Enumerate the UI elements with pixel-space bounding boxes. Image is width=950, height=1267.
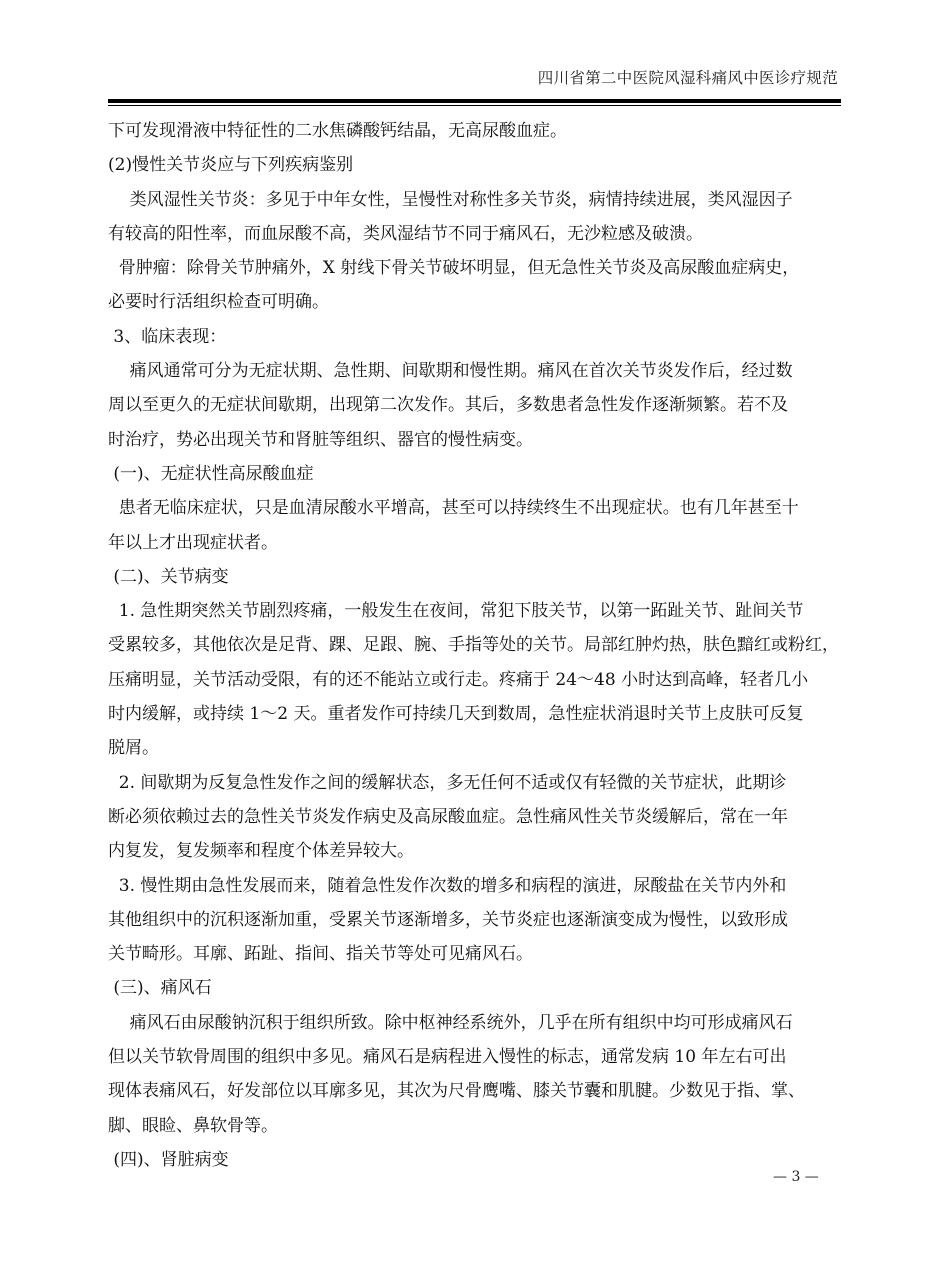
text-line: 1. 急性期突然关节剧烈疼痛，一般发生在夜间，常犯下肢关节，以第一跖趾关节、趾间关节 <box>108 601 804 622</box>
section-heading: 3、临床表现： <box>108 326 227 347</box>
text-line: 类风湿性关节炎：多见于中年女性，呈慢性对称性多关节炎，病情持续进展，类风湿因子 <box>108 189 793 210</box>
document-body <box>108 114 858 1177</box>
text-line: 脱屑。 <box>108 738 159 759</box>
section-heading: (二)、关节病变 <box>108 566 229 587</box>
text-line: 压痛明显，关节活动受限，有的还不能站立或行走。疼痛于 24～48 小时达到高峰，轻者几小 <box>108 669 809 690</box>
text-line: 骨肿瘤：除骨关节肿痛外，X 射线下骨关节破坏明显，但无急性关节炎及高尿酸血症病史， <box>108 258 800 279</box>
text-line: 痛风石由尿酸钠沉积于组织所致。除中枢神经系统外，几乎在所有组织中均可形成痛风石 <box>108 1012 793 1033</box>
text-line: 周以至更久的无症状间歇期，出现第二次发作。其后，多数患者急性发作逐渐频繁。若不及 <box>108 395 788 416</box>
text-line: 必要时行活组织检查可明确。 <box>108 292 329 313</box>
page-header-title: 四川省第二中医院风湿科痛风中医诊疗规范 <box>537 69 838 87</box>
text-line: 下可发现滑液中特征性的二水焦磷酸钙结晶，无高尿酸血症。 <box>108 121 567 141</box>
text-line: 患者无临床症状，只是血清尿酸水平增高，甚至可以持续终生不出现症状。也有几年甚至十 <box>108 498 799 519</box>
text-line: 时治疗，势必出现关节和肾脏等组织、器官的慢性病变。 <box>108 429 533 450</box>
text-line: 脚、眼睑、鼻软骨等。 <box>108 1115 278 1136</box>
section-heading: (四)、肾脏病变 <box>108 1149 229 1170</box>
header-rule-thin <box>108 105 841 106</box>
text-line: 受累较多，其他依次是足背、踝、足跟、腕、手指等处的关节。局部红肿灼热，肤色黯红或粉红， <box>108 635 839 656</box>
text-line: 关节畸形。耳廓、跖趾、指间、指关节等处可见痛风石。 <box>108 944 533 965</box>
text-line: 痛风通常可分为无症状期、急性期、间歇期和慢性期。痛风在首次关节炎发作后，经过数 <box>108 361 793 382</box>
text-line: 有较高的阳性率，而血尿酸不高，类风湿结节不同于痛风石，无沙粒感及破溃。 <box>108 223 703 244</box>
text-line: 内复发，复发频率和程度个体差异较大。 <box>108 841 414 862</box>
text-line: 3. 慢性期由急性发展而来，随着急性发作次数的增多和病程的演进，尿酸盐在关节内外和 <box>108 875 787 896</box>
text-line: 时内缓解，或持续 1～2 天。重者发作可持续几天到数周，急性症状消退时关节上皮肤可反复 <box>108 704 804 725</box>
text-line: 其他组织中的沉积逐渐加重，受累关节逐渐增多，关节炎症也逐渐演变成为慢性，以致形成 <box>108 909 788 930</box>
text-line: 现体表痛风石，好发部位以耳廓多见，其次为尺骨鹰嘴、膝关节囊和肌腱。少数见于指、掌、 <box>108 1081 805 1102</box>
section-heading: (三)、痛风石 <box>108 978 212 999</box>
header-rule-thick <box>108 99 841 103</box>
page-number: — 3 — <box>773 1169 819 1185</box>
text-line: 2. 间歇期为反复急性发作之间的缓解状态，多无任何不适或仅有轻微的关节症状，此期诊 <box>108 772 787 793</box>
text-line: 断必须依赖过去的急性关节炎发作病史及高尿酸血症。急性痛风性关节炎缓解后，常在一年 <box>108 806 788 827</box>
section-heading: (2)慢性关节炎应与下列疾病鉴别 <box>108 155 354 176</box>
text-line: 年以上才出现症状者。 <box>108 532 278 553</box>
text-line: 但以关节软骨周围的组织中多见。痛风石是病程进入慢性的标志，通常发病 10 年左右可出 <box>108 1047 787 1068</box>
section-heading: (一)、无症状性高尿酸血症 <box>108 463 314 484</box>
